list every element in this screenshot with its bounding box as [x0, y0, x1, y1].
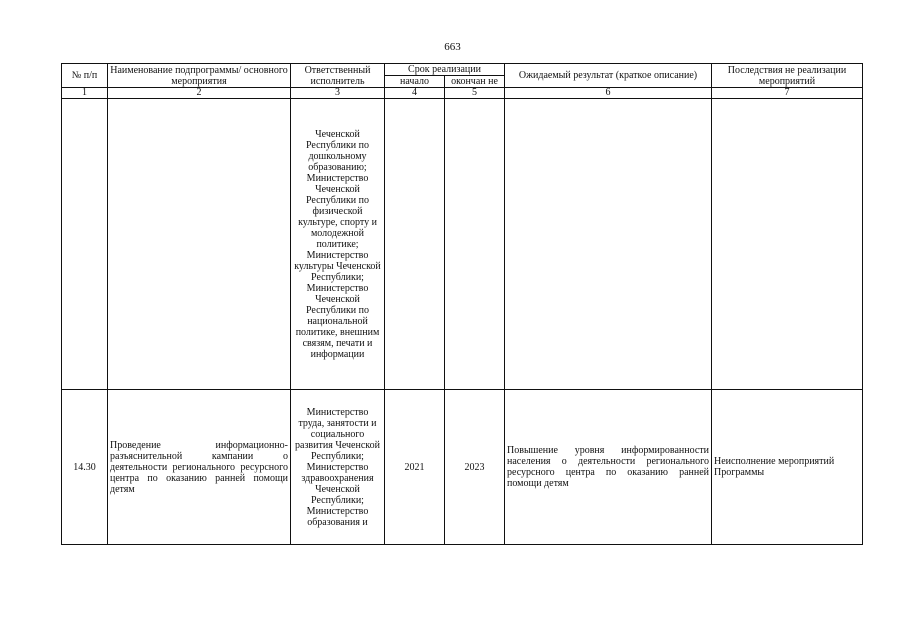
cell-consequence: Неисполнение мероприятий Программы: [712, 390, 863, 545]
column-number: 1: [62, 88, 108, 99]
cell-executor: Министерство труда, занятости и социального развития Чеченской Республики; Министерство здравоохранения Чеченской Республики; Министерство образования и: [291, 390, 385, 545]
cell-start: [385, 99, 445, 390]
table-row-continuation: [62, 99, 863, 390]
cell-end: 2023: [445, 390, 505, 545]
cell-result: Повышение уровня информированности населения о деятельности регионального ресурсного центра по оказанию ранней помощи детям: [505, 390, 712, 545]
column-number: 4: [385, 88, 445, 99]
program-table: [61, 63, 863, 545]
cell-consequence: [712, 99, 863, 390]
cell-executor: Чеченской Республики по дошкольному образованию; Министерство Чеченской Республики по физической культуре, спорту и молодежной политике; Министерство культуры Чеченской Республики; Министерство Чеченской Республики по национальной политике, внешним связям, печати и информации: [291, 99, 385, 390]
header-col-name: Наименование подпрограммы/ основного мероприятия: [108, 64, 291, 88]
cell-num: [62, 99, 108, 390]
header-col-result: Ожидаемый результат (краткое описание): [505, 64, 712, 88]
column-number: 6: [505, 88, 712, 99]
cell-name: [108, 99, 291, 390]
column-number: 3: [291, 88, 385, 99]
header-row-top: [62, 64, 863, 76]
cell-end: [445, 99, 505, 390]
header-col-start: начало: [385, 76, 445, 88]
column-number: 2: [108, 88, 291, 99]
cell-name: Проведение информационно-разъяснительной кампании о деятельности регионального ресурсного центра по оказанию ранней помощи детям: [108, 390, 291, 545]
table-row-14-30: [62, 390, 863, 545]
header-col-executor: Ответственный исполнитель: [291, 64, 385, 88]
cell-num: 14.30: [62, 390, 108, 545]
header-col-period: Срок реализации: [385, 64, 505, 76]
column-number: 5: [445, 88, 505, 99]
page-number: 663: [444, 41, 461, 53]
header-col-end: окончан не: [445, 76, 505, 88]
cell-start: 2021: [385, 390, 445, 545]
header-col-consequence: Последствия не реализации мероприятий: [712, 64, 863, 88]
header-col-num: № п/п: [62, 64, 108, 88]
column-number: 7: [712, 88, 863, 99]
column-number-row: [62, 88, 863, 99]
cell-result: [505, 99, 712, 390]
